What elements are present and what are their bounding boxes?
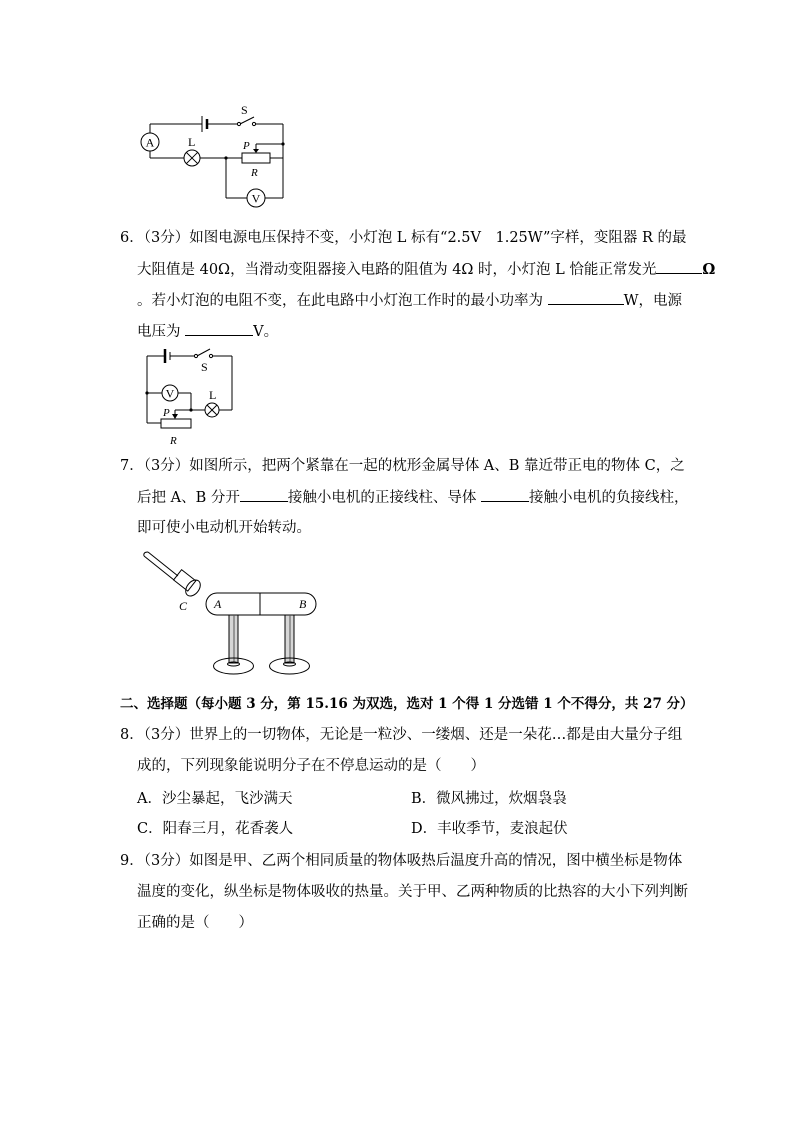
q6-unit-ohm: Ω — [702, 261, 716, 278]
switch-label-s-2: S — [201, 360, 208, 374]
q9-line-2: 温度的变化，纵坐标是物体吸收的热量。关于甲、乙两种物质的比热容的大小下列判断 — [137, 884, 688, 900]
answer-blank-conductor-2[interactable] — [481, 487, 529, 502]
q8-option-b[interactable]: B．微风拂过，炊烟袅袅 — [411, 791, 567, 807]
charged-object-label-c: C — [179, 599, 188, 613]
conductor-label-b: B — [299, 597, 307, 611]
q9-line-1: 9．（3分）如图是甲、乙两个相同质量的物体吸热后温度升高的情况，图中横坐标是物体 — [120, 853, 683, 869]
lamp-label-l: L — [188, 135, 196, 149]
slider-label-p: P — [243, 140, 250, 152]
q8-option-c[interactable]: C．阳春三月，花香袭人 — [137, 821, 294, 837]
q7-line-3: 即可使小电动机开始转动。 — [137, 520, 311, 536]
rheostat-label-r: R — [251, 167, 258, 179]
q8-line-1: 8．（3分）世界上的一切物体，无论是一粒沙、一缕烟、还是一朵花…都是由大量分子组 — [120, 727, 683, 743]
q6-line-4 — [137, 321, 278, 342]
switch-label-s: S — [241, 103, 248, 117]
q8-option-a[interactable]: A．沙尘暴起，飞沙满天 — [137, 791, 293, 807]
q8-option-d[interactable]: D．丰收季节，麦浪起伏 — [411, 821, 568, 837]
answer-blank-resistance[interactable] — [656, 259, 702, 274]
q7-line-1: 7．（3分）如图所示，把两个紧靠在一起的枕形金属导体 A、B 靠近带正电的物体 C，之 — [120, 458, 685, 474]
answer-blank-voltage[interactable] — [185, 321, 253, 336]
conductor-label-a: A — [214, 597, 222, 611]
q6-line-1: 6．（3分）如图电源电压保持不变，小灯泡 L 标有“2.5V 1.25W”字样，变阻器 R 的最 — [120, 230, 687, 246]
circuit-diagram-2 — [135, 345, 245, 450]
q9-line-3: 正确的是（ ） — [137, 915, 253, 931]
ammeter-label: A — [145, 135, 155, 150]
q7-line-2 — [137, 487, 688, 508]
q6-line-2 — [137, 259, 715, 280]
voltmeter-label-2: V — [165, 386, 175, 401]
q8-line-2: 成的，下列现象能说明分子在不停息运动的是（ ） — [137, 758, 485, 774]
q7-line-2-text-b: 接触小电机的正接线柱、导体 — [287, 490, 481, 506]
lamp-label-l-2: L — [209, 388, 217, 402]
q6-line-3 — [137, 290, 682, 311]
q7-line-2-text-a: 后把 A、B 分开 — [137, 490, 240, 506]
q6-unit-v: V。 — [253, 324, 279, 340]
rheostat-label-r-2: R — [170, 435, 177, 447]
answer-blank-conductor-1[interactable] — [240, 487, 288, 502]
q7-line-2-text-c: 接触小电机的负接线柱， — [528, 490, 689, 506]
q6-line-4-text: 电压为 — [137, 324, 186, 340]
q6-unit-w: W，电源 — [623, 293, 683, 309]
q6-line-2-text: 大阻值是 40Ω，当滑动变阻器接入电路的阻值为 4Ω 时，小灯泡 L 恰能正常发光 — [137, 262, 657, 278]
section-2-title: 二、选择题（每小题 3 分，第 15.16 为双选，选对 1 个得 1 分选错 1 个不得分，共 27 分） — [120, 696, 694, 712]
q6-line-3-text: 。若小灯泡的电阻不变，在此电路中小灯泡工作时的最小功率为 — [137, 293, 548, 309]
voltmeter-label: V — [251, 191, 261, 206]
slider-label-p-2: P — [163, 407, 170, 419]
conductor-diagram — [138, 548, 328, 683]
circuit-diagram-1 — [130, 100, 300, 215]
answer-blank-min-power[interactable] — [548, 290, 624, 305]
